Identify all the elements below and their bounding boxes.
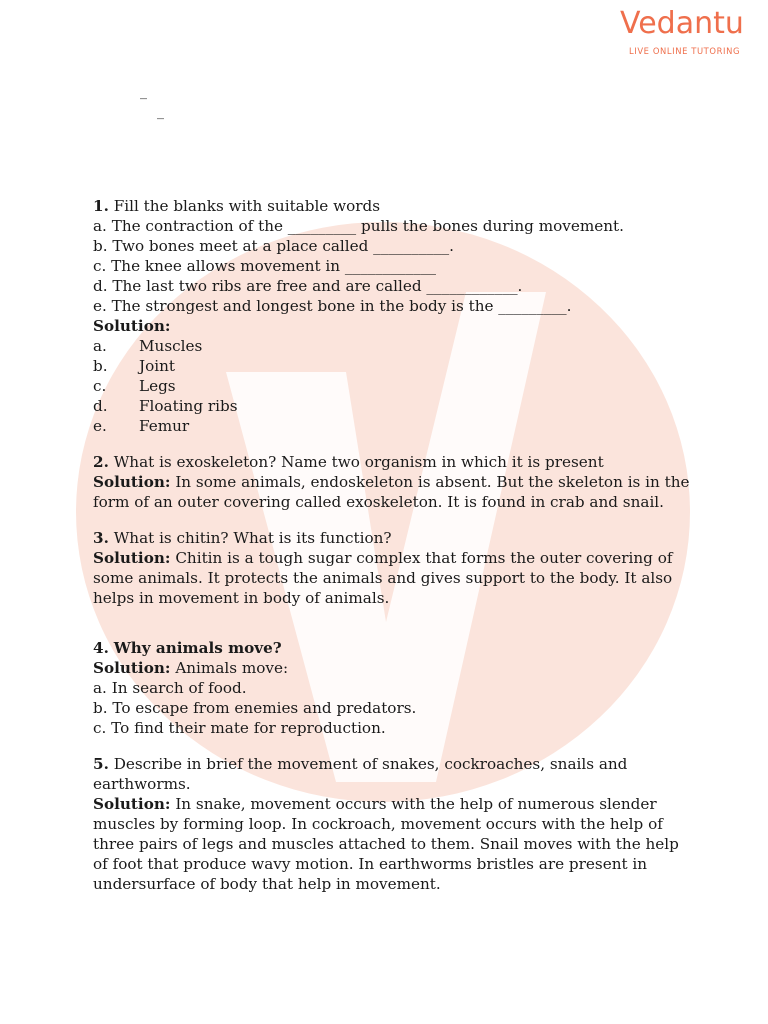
question-part: e. The strongest and longest bone in the body is the _________.	[93, 297, 572, 315]
answer-key: a.	[93, 337, 107, 355]
solution-paragraph	[93, 548, 693, 608]
logo-tagline: LIVE ONLINE TUTORING	[629, 46, 741, 56]
question-text: What is exoskeleton? Name two organism in which it is present	[113, 453, 604, 471]
question-part: d. The last two ribs are free and are called ____________.	[93, 277, 523, 295]
question-number: 5.	[93, 755, 109, 773]
question-number: 2.	[93, 453, 109, 471]
question-text: Fill the blanks with suitable words	[113, 197, 381, 215]
answer-value: Joint	[139, 357, 175, 375]
question-2	[93, 452, 693, 472]
question-text: Describe in brief the movement of snakes, cockroaches, snails and earthworms.	[93, 755, 628, 793]
solution-intro	[93, 658, 693, 678]
answer-key: c.	[93, 377, 107, 395]
answer-value: Muscles	[139, 337, 203, 355]
answer-item	[93, 396, 693, 416]
solution-label: Solution:	[93, 549, 171, 567]
stray-mark: _	[157, 104, 164, 120]
question-text: Why animals move?	[113, 639, 282, 657]
answer-value: Legs	[139, 377, 176, 395]
logo-text: Vedantu	[620, 6, 744, 41]
question-5	[93, 754, 693, 794]
solution-label: Solution:	[93, 317, 171, 335]
question-part: a. The contraction of the _________ pulls the bones during movement.	[93, 217, 624, 235]
answer-value: Femur	[139, 417, 190, 435]
solution-paragraph	[93, 794, 693, 894]
solution-text: In snake, movement occurs with the help of numerous slender muscles by forming loop. In cockroach, movement occurs with the help of three pairs of legs and muscles attached to them. Snail moves with the help of foot that produce wavy motion. In earthworms bristles are present in undersurface of body that help in movement.	[93, 795, 679, 893]
vedantu-logo	[620, 4, 760, 58]
question-part: b. Two bones meet at a place called __________.	[93, 237, 454, 255]
answer-key: d.	[93, 397, 108, 415]
answer-item	[93, 376, 693, 396]
answer-value: Floating ribs	[139, 397, 238, 415]
document-body	[93, 196, 693, 894]
solution-label: Solution:	[93, 795, 171, 813]
solution-paragraph	[93, 472, 693, 512]
question-number: 4.	[93, 639, 109, 657]
solution-label: Solution:	[93, 473, 171, 491]
solution-text: Animals move:	[175, 659, 289, 677]
solution-text: Chitin is a tough sugar complex that forms the outer covering of some animals. It protects the animals and gives support to the body. It also helps in movement in body of animals.	[93, 549, 673, 607]
question-3	[93, 528, 693, 548]
solution-text: In some animals, endoskeleton is absent. But the skeleton is in the form of an outer covering called exoskeleton. It is found in crab and snail.	[93, 473, 690, 511]
solution-point: b. To escape from enemies and predators.	[93, 699, 417, 717]
question-text: What is chitin? What is its function?	[113, 529, 392, 547]
solution-label: Solution:	[93, 659, 171, 677]
question-number: 3.	[93, 529, 109, 547]
answer-item	[93, 416, 693, 436]
question-4	[93, 638, 693, 658]
solution-point: a. In search of food.	[93, 679, 247, 697]
solution-point: c. To find their mate for reproduction.	[93, 719, 386, 737]
answer-item	[93, 336, 693, 356]
answer-key: b.	[93, 357, 108, 375]
question-number: 1.	[93, 197, 109, 215]
question-part: c. The knee allows movement in ____________	[93, 257, 437, 275]
answer-key: e.	[93, 417, 107, 435]
stray-mark: _	[140, 84, 147, 100]
answer-item	[93, 356, 693, 376]
question-1	[93, 196, 693, 216]
